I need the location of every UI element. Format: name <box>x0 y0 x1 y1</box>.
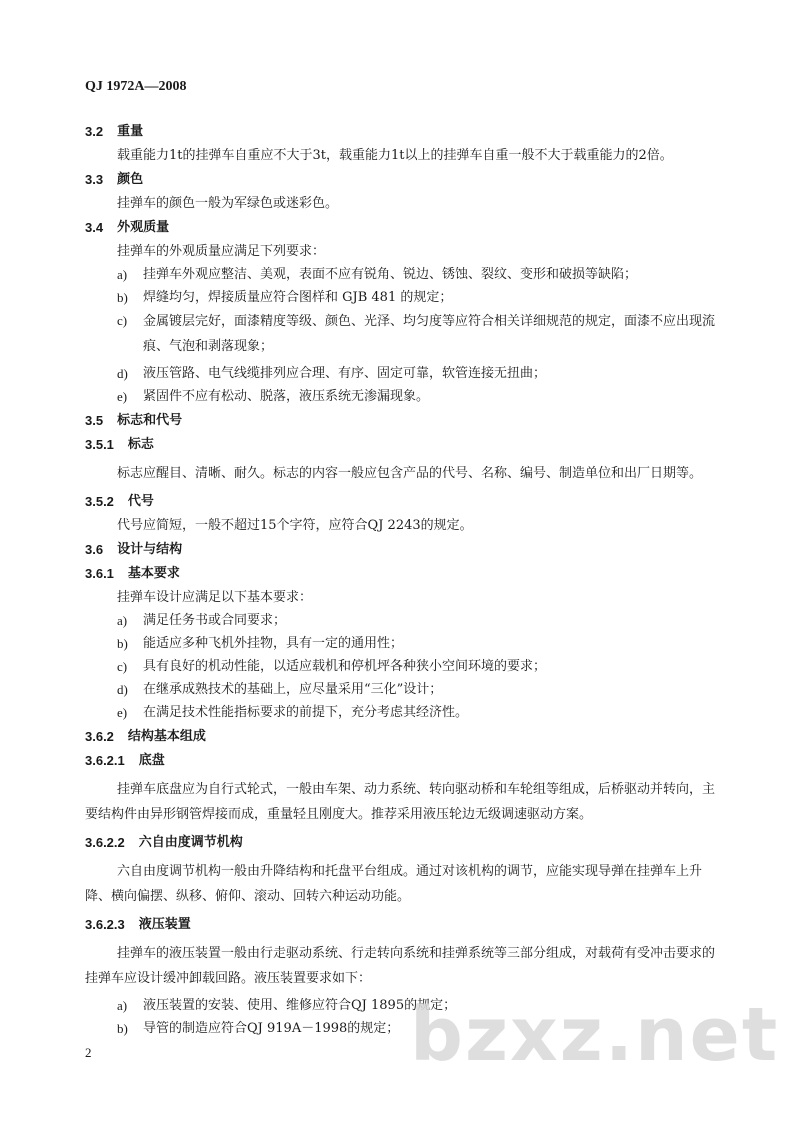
list-item: b) 导管的制造应符合QJ 919A－1998的规定； <box>117 1021 400 1036</box>
paragraph: 挂弹车的颜色一般为军绿色或迷彩色。 <box>117 196 339 211</box>
document-code: QJ 1972A—2008 <box>85 79 187 94</box>
paragraph: 挂弹车的外观质量应满足下列要求： <box>117 244 326 259</box>
list-item: a) 挂弹车外观应整洁、美观，表面不应有锐角、锐边、锈蚀、裂纹、变形和破损等缺陷； <box>117 267 638 282</box>
list-item: e) 紧固件不应有松动、脱落，液压系统无渗漏现象。 <box>117 389 430 404</box>
paragraph: 载重能力1t的挂弹车自重应不大于3t，载重能力1t以上的挂弹车自重一般不大于载重能力的2倍。 <box>117 148 673 163</box>
section-heading: 3.3 颜色 <box>85 172 144 187</box>
section-heading: 3.6.2.3 液压装置 <box>85 917 191 932</box>
list-item: c) 具有良好的机动性能，以适应载机和停机坪各种狭小空间环境的要求； <box>117 659 547 674</box>
list-item: d) 在继承成熟技术的基础上，应尽量采用“三化”设计； <box>117 682 443 697</box>
paragraph: 代号应简短，一般不超过15个字符，应符合QJ 2243的规定。 <box>117 518 473 533</box>
section-heading: 3.5.1 标志 <box>85 437 154 452</box>
section-heading: 3.6 设计与结构 <box>85 542 183 557</box>
watermark: bzxz.net <box>410 992 780 1078</box>
list-item: a) 满足任务书或合同要求； <box>117 613 287 628</box>
list-item: b) 焊缝均匀，焊接质量应符合图样和 GJB 481 的规定； <box>117 290 453 305</box>
list-item: e) 在满足技术性能指标要求的前提下，充分考虑其经济性。 <box>117 705 469 720</box>
document-body <box>85 116 725 1044</box>
paragraph: 挂弹车底盘应为自行式轮式，一般由车架、动力系统、转向驱动桥和车轮组等组成，后桥驱动并转向，主要结构件由异形钢管焊接而成，重量轻且刚度大。推荐采用液压轮边无级调速驱动方案。 <box>85 782 716 822</box>
section-heading: 3.6.2.2 六自由度调节机构 <box>85 835 243 850</box>
section-heading: 3.2 重量 <box>85 124 144 139</box>
section-heading: 3.4 外观质量 <box>85 220 170 235</box>
list-item: c) 金属镀层完好，面漆精度等级、颜色、光泽、均匀度等应符合相关详细规范的规定，面漆不应出现流痕、气泡和剥落现象； <box>117 313 716 354</box>
paragraph: 标志应醒目、清晰、耐久。标志的内容一般应包含产品的代号、名称、编号、制造单位和出厂日期等。 <box>117 466 703 481</box>
section-heading: 3.6.2 结构基本组成 <box>85 729 206 744</box>
paragraph: 挂弹车设计应满足以下基本要求： <box>117 590 313 605</box>
section-heading: 3.5.2 代号 <box>85 494 154 509</box>
page-number: 2 <box>85 1045 92 1060</box>
list-item: a) 液压装置的安装、使用、维修应符合QJ 1895的规定； <box>117 998 457 1013</box>
section-heading: 3.5 标志和代号 <box>85 413 183 428</box>
list-item: d) 液压管路、电气线缆排列应合理、有序、固定可靠，软管连接无扭曲； <box>117 366 547 381</box>
list-item: b) 能适应多种飞机外挂物，具有一定的通用性； <box>117 636 404 651</box>
paragraph: 挂弹车的液压装置一般由行走驱动系统、行走转向系统和挂弹系统等三部分组成，对载荷有受冲击要求的挂弹车应设计缓冲卸载回路。液压装置要求如下： <box>85 946 716 986</box>
section-heading: 3.6.1 基本要求 <box>85 566 180 581</box>
paragraph: 六自由度调节机构一般由升降结构和托盘平台组成。通过对该机构的调节，应能实现导弹在挂弹车上升降、横向偏摆、纵移、俯仰、滚动、回转六种运动功能。 <box>85 864 703 904</box>
section-heading: 3.6.2.1 底盘 <box>85 753 165 768</box>
